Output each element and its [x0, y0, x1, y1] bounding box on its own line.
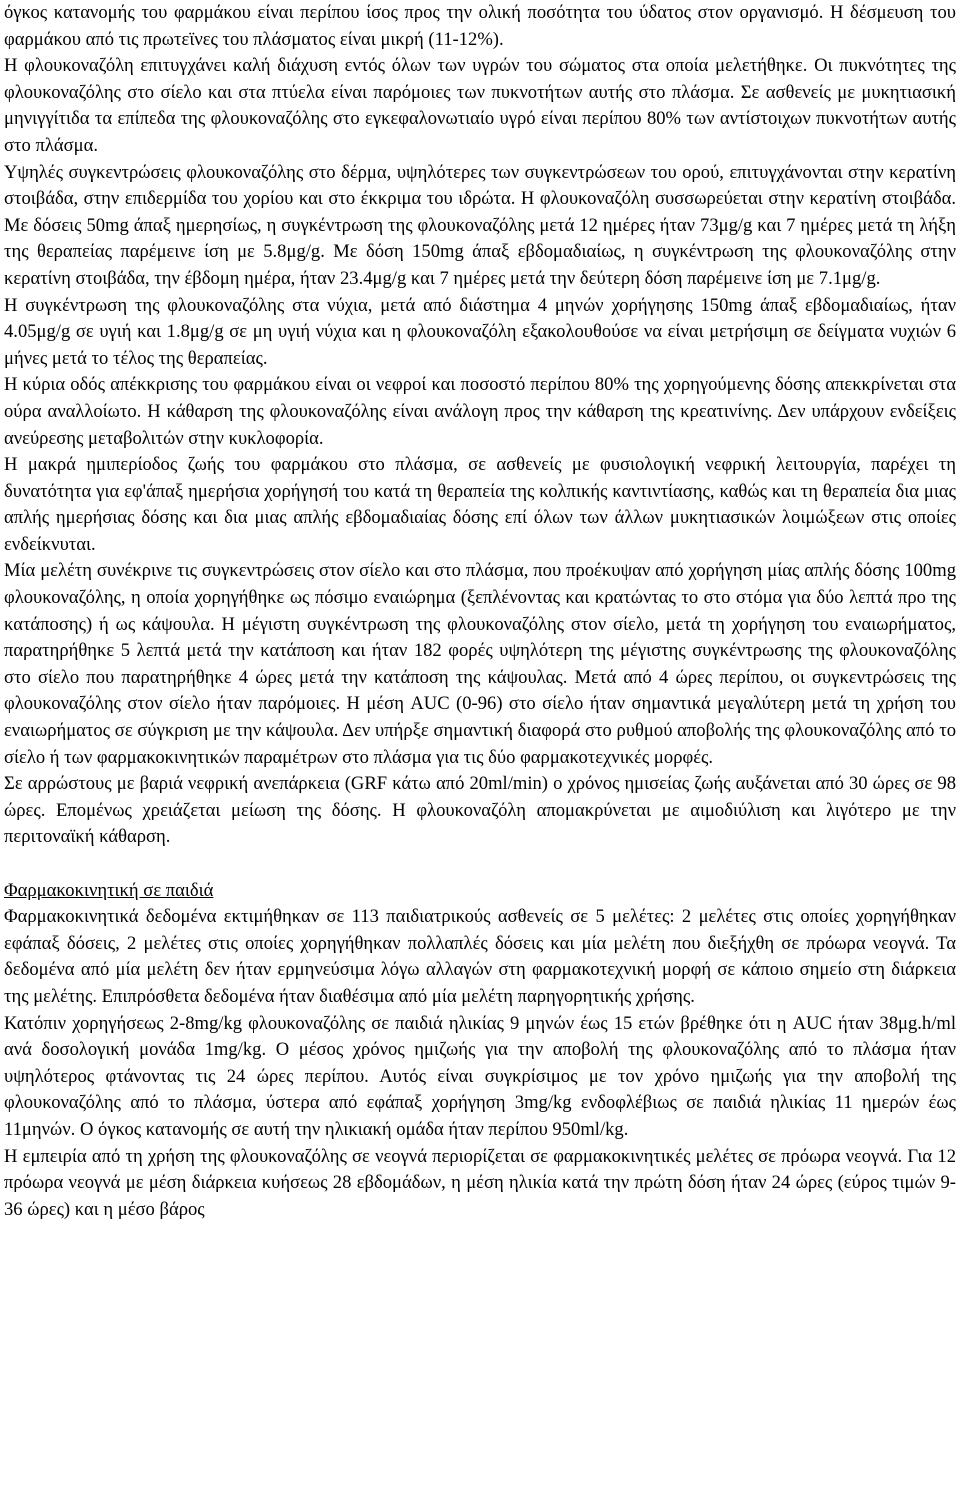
- paragraph-pediatric-auc: Κατόπιν χορηγήσεως 2-8mg/kg φλουκοναζόλης σε παιδιά ηλικίας 9 μηνών έως 15 ετών βρέθηκε ότι η AUC ήταν 38μg.h/ml ανά δοσολογική μονάδα 1mg/kg. Ο μέσος χρόνος ημιζωής για την αποβολή της φλουκοναζόλης από το πλάσμα ήταν υψηλότερος φτάνοντας τις 24 ώρες περίπου. Αυτός είναι συγκρίσιμος με τον χρόνο ημιζωής για την αποβολή της φλουκοναζόλης από το πλάσμα, ύστερα από εφάπαξ χορήγηση 3mg/kg ενδοφλέβιως σε παιδιά ηλικίας 11 ημερών έως 11μηνών. Ο όγκος κατανομής σε αυτή την ηλικιακή ομάδα ήταν περίπου 950ml/kg.: [4, 1012, 956, 1140]
- paragraph-half-life: Η μακρά ημιπερίοδος ζωής του φαρμάκου στο πλάσμα, σε ασθενείς με φυσιολογική νεφρική λειτουργία, παρέχει τη δυνατότητα για εφ'άπαξ ημερήσια χορήγησή του κατά τη θεραπεία της κολπικής καντιντίασης, καθώς και τη θεραπεία δια μιας απλής ημερήσιας δόσης και δια μιας απλής εβδομαδιαίας δόσης επί όλων των άλλων μυκητιασικών λοιμώξεων στις οποίες ενδείκνυται.: [4, 454, 956, 555]
- paragraph-distribution-volume: όγκος κατανομής του φαρμάκου είναι περίπου ίσος προς την ολική ποσότητα του ύδατος στον οργανισμό. Η δέσμευση του φαρμάκου από τις πρωτεϊνες του πλάσματος είναι μικρή (11-12%).: [4, 2, 956, 50]
- section-spacer: [4, 851, 956, 878]
- paragraph-excretion: Η κύρια οδός απέκκρισης του φαρμάκου είναι οι νεφροί και ποσοστό περίπου 80% της χορηγούμενης δόσης απεκκρίνεται στα ούρα αναλλοίωτο. Η κάθαρση της φλουκοναζόλης είναι ανάλογη προς την κάθαρση της κρεατινίνης. Δεν υπάρχουν ενδείξεις ανεύρεσης μεταβολιτών στην κυκλοφορία.: [4, 374, 956, 449]
- paragraph-body-fluids: Η φλουκοναζόλη επιτυγχάνει καλή διάχυση εντός όλων των υγρών του σώματος στα οποία μελετήθηκε. Οι πυκνότητες της φλουκοναζόλης στο σίελο και στα πτύελα είναι παρόμοιες των πυκνοτήτων αυτής στο πλάσμα. Σε ασθενείς με μυκητιασική μηνιγγίτιδα τα επίπεδα της φλουκοναζόλης στο εγκεφαλονωτιαίο υγρό είναι περίπου 80% των αντίστοιχων πυκνοτήτων αυτής στο πλάσμα.: [4, 55, 956, 156]
- document-page: [4, 0, 956, 1223]
- section-heading-pediatric-pharmacokinetics: Φαρμακοκινητική σε παιδιά: [4, 879, 214, 901]
- paragraph-renal-failure: Σε αρρώστους με βαριά νεφρική ανεπάρκεια (GRF κάτω από 20ml/min) ο χρόνος ημισείας ζωής αυξάνεται από 30 ώρες σε 98 ώρες. Επομένως χρειάζεται μείωση της δόσης. Η φλουκοναζόλη απομακρύνεται με αιμοδιύλιση και λιγότερο με την περιτοναϊκή κάθαρση.: [4, 773, 956, 848]
- paragraph-neonates: Η εμπειρία από τη χρήση της φλουκοναζόλης σε νεογνά περιορίζεται σε φαρμακοκινητικές μελέτες σε πρόωρα νεογνά. Για 12 πρόωρα νεογνά με μέση διάρκεια κυήσεως 28 εβδομάδων, η μέση ηλικία κατά την πρώτη δόση ήταν 24 ώρες (εύρος τιμών 9-36 ώρες) και η μέσο βάρος: [4, 1145, 956, 1220]
- paragraph-skin-concentrations: Υψηλές συγκεντρώσεις φλουκοναζόλης στο δέρμα, υψηλότερες των συγκεντρώσεων του ορού, επιτυγχάνονται στην κερατίνη στοιβάδα, στην επιδερμίδα του χορίου και στο έκκριμα του ιδρώτα. Η φλουκοναζόλη συσσωρεύεται στην κερατίνη στοιβάδα. Με δόσεις 50mg άπαξ ημερησίως, η συγκέντρωση της φλουκοναζόλης μετά 12 ημέρες ήταν 73μg/g και 7 ημέρες μετά τη λήξη της θεραπείας παρέμεινε ίση με 5.8μg/g. Με δόση 150mg άπαξ εβδομαδιαίως, η συγκέντρωση της φλουκοναζόλης στην κερατίνη στοιβάδα, την έβδομη ημέρα, ήταν 23.4μg/g και 7 ημέρες μετά την δεύτερη δόση παρέμεινε ίση με 7.1μg/g.: [4, 161, 956, 289]
- paragraph-saliva-study: Μία μελέτη συνέκρινε τις συγκεντρώσεις στον σίελο και στο πλάσμα, που προέκυψαν από χορήγηση μίας απλής δόσης 100mg φλουκοναζόλης, η οποία χορηγήθηκε ως πόσιμο εναιώρημα (ξεπλένοντας και κρατώντας το στο στόμα για δύο λεπτά προ της κατάποσης) ή ως κάψουλα. Η μέγιστη συγκέντρωση της φλουκοναζόλης στον σίελο, μετά τη χορήγηση του εναιωρήματος, παρατηρήθηκε 5 λεπτά μετά την κατάποση και ήταν 182 φορές υψηλότερη της μέγιστης συγκέντρωσης της φλουκοναζόλης στο σίελο που παρατηρήθηκε 4 ώρες μετά την κατάποση της κάψουλας. Μετά από 4 ώρες περίπου, οι συγκεντρώσεις της φλουκοναζόλης στον σίελο ήταν παρόμοιες. Η μέση AUC (0-96) στο σίελο ήταν σημαντικά μεγαλύτερη μετά τη χρήση του εναιωρήματος σε σύγκριση με την κάψουλα. Δεν υπήρξε σημαντική διαφορά στο ρυθμού αποβολής της φλουκοναζόλης από το σίελο ή των φαρμακοκινητικών παραμέτρων στο πλάσμα για τις δύο φαρμακοτεχνικές μορφές.: [4, 560, 956, 768]
- paragraph-nail-concentrations: Η συγκέντρωση της φλουκοναζόλης στα νύχια, μετά από διάστημα 4 μηνών χορήγησης 150mg άπαξ εβδομαδιαίως, ήταν 4.05μg/g σε υγιή και 1.8μg/g σε μη υγιή νύχια και η φλουκοναζόλη εξακολουθούσε να είναι μετρήσιμη σε δείγματα νυχιών 6 μήνες μετά το τέλος της θεραπείας.: [4, 294, 956, 369]
- paragraph-pediatric-data: Φαρμακοκινητικά δεδομένα εκτιμήθηκαν σε 113 παιδιατρικούς ασθενείς σε 5 μελέτες: 2 μελέτες στις οποίες χορηγήθηκαν εφάπαξ δόσεις, 2 μελέτες στις οποίες χορηγήθηκαν πολλαπλές δόσεις και μία μελέτη που διεξήχθη σε πρόωρα νεογνά. Τα δεδομένα από μία μελέτη δεν ήταν ερμηνεύσιμα λόγω αλλαγών στη φαρμακοτεχνική μορφή σε κάποιο σημείο στη διάρκεια της μελέτης. Επιπρόσθετα δεδομένα ήταν διαθέσιμα από μία μελέτη παρηγορητικής χρήσης.: [4, 906, 956, 1007]
